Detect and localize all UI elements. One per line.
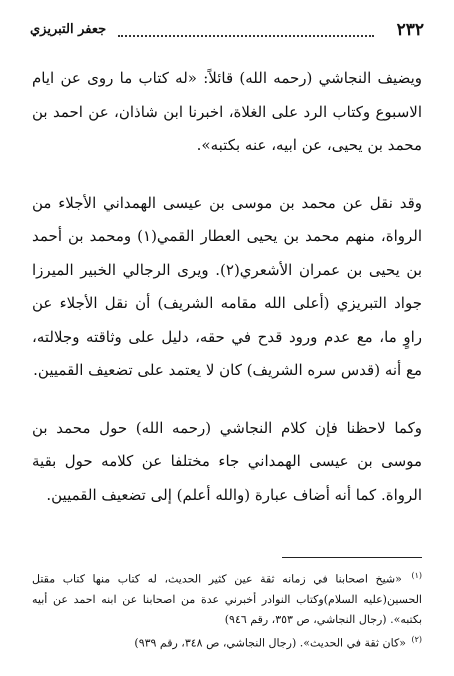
footnote-1 [32, 566, 422, 630]
footnote-1-text: «شيخ اصحابنا في زمانه ثقة عين كثير الحديث، له كتاب منها كتاب مقتل الحسين(عليه السلام)وكتاب النوادر أخبرني عدة من اصحابنا عن ابنه احمد عن أبيه بكتبه». (رجال النجاشي، ص ٣٥٣، رقم ٩٤٦) [32, 572, 422, 626]
paragraph-2: وقد نقل عن محمد بن موسى بن عيسى الهمداني الأجلاء من الرواة، منهم محمد بن يحيى العطار القمي(١) ومحمد بن أحمد بن يحيى بن عمران الأشعري(٢). ويرى الرجالي الخبير الميرزا جواد التبريزي (أعلى الله مقامه الشريف) أن نقل الأجلاء عن راوٍ ما، مع عدم ورود قدح في حقه، دليل على وثاقته وجلالته، مع أنه (قدس سره الشريف) كان لا يعتمد على تضعيف القميين. [32, 193, 422, 379]
main-text [32, 62, 422, 512]
footnote-separator [282, 557, 422, 558]
header-dotted-leader [118, 35, 374, 37]
paragraph-3: وكما لاحظنا فإن كلام النجاشي (رحمه الله) حول محمد بن موسى بن عيسى الهمداني جاء مختلفا عن كلامه حول بقية الرواة. كما أنه أضاف عبارة (والله أعلم) إلى تضعيف القميين. [32, 418, 422, 504]
paragraph-1: ويضيف النجاشي (رحمه الله) قائلاً: «له كتاب ما روى عن ايام الاسبوع وكتاب الرد على الغلاة، اخبرنا ابن شاذان، عن احمد بن محمد بن يحيى، عن ابيه، عنه بكتبه». [32, 69, 422, 154]
footnote-1-mark: (١) [411, 571, 422, 580]
footnotes [32, 566, 422, 653]
page-header [30, 20, 424, 50]
page-number: ٢٣٢ [396, 20, 424, 40]
footnote-2 [32, 630, 422, 654]
running-title: جعفر التبريزي [30, 22, 107, 37]
footnote-2-text: «كان ثقة في الحديث». (رجال النجاشي، ص ٣٤٨، رقم ٩٣٩) [134, 636, 406, 650]
footnote-2-mark: (٢) [411, 634, 422, 644]
